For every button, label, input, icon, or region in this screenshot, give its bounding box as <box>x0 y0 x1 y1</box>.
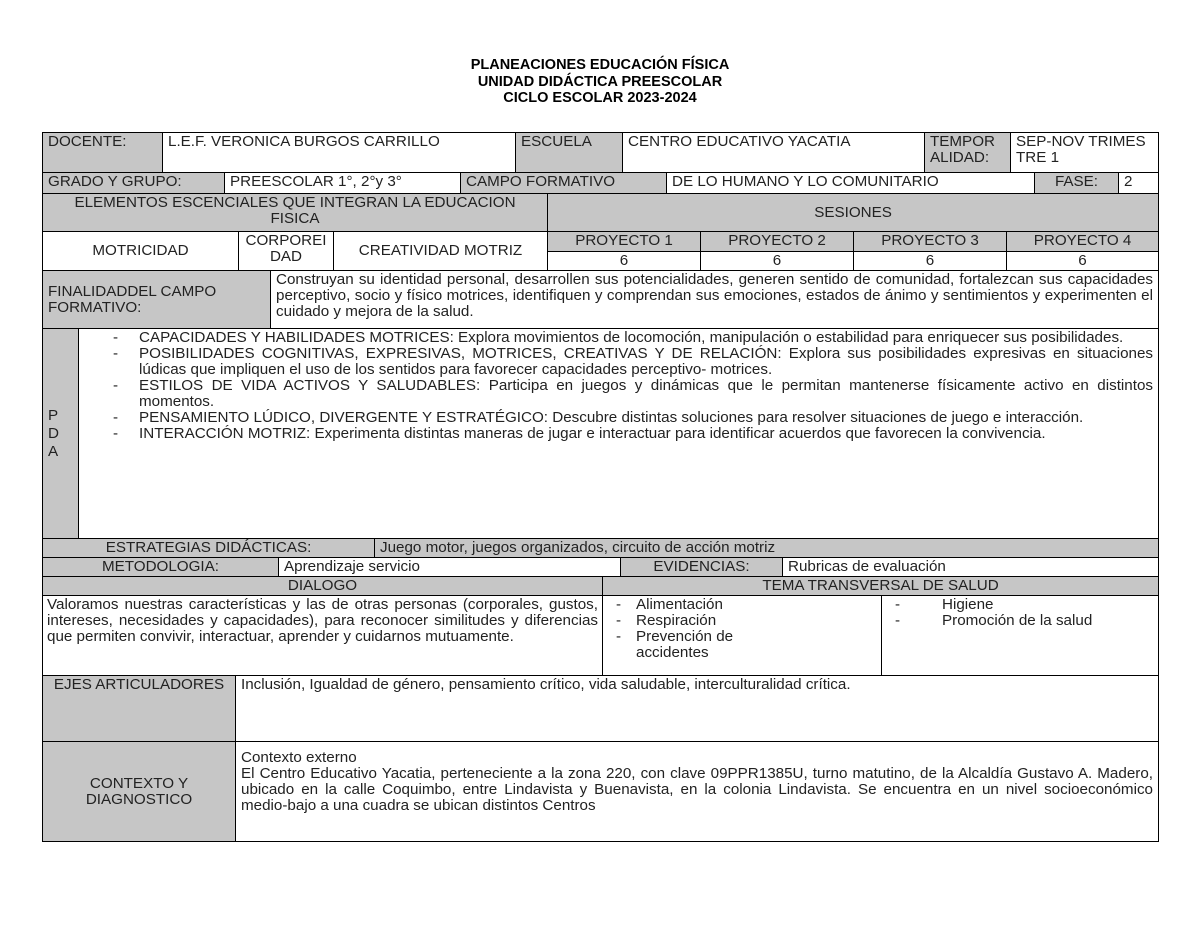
fase-label: FASE: <box>1035 173 1119 194</box>
tema-item: - Higiene <box>887 597 1153 613</box>
pda-label: P D A <box>43 329 79 539</box>
pda-list <box>79 330 1153 442</box>
metodologia-table <box>42 557 1159 577</box>
elementos-table <box>42 193 1159 271</box>
fase-value: 2 <box>1119 173 1159 194</box>
docente-label: DOCENTE: <box>43 133 163 173</box>
contexto-label <box>43 742 236 842</box>
elemento-creatividad-motriz: CREATIVIDAD MOTRIZ <box>334 232 548 271</box>
docente-value: L.E.F. VERONICA BURGOS CARRILLO <box>163 133 516 173</box>
pda-item: - PENSAMIENTO LÚDICO, DIVERGENTE Y ESTRATÉGICO: Descubre distintas soluciones para resolver situaciones de juego e interacción. <box>79 410 1153 426</box>
planning-document <box>42 132 1158 842</box>
contexto-content <box>236 742 1159 842</box>
campo-label: CAMPO FORMATIVO <box>461 173 667 194</box>
temporalidad-value: SEP-NOV TRIMESTRE 1 <box>1011 133 1159 173</box>
finalidad-label: FINALIDADDEL CAMPO FORMATIVO: <box>43 271 271 329</box>
title-line-2: UNIDAD DIDÁCTICA PREESCOLAR <box>477 73 723 90</box>
grado-row-table <box>42 172 1159 194</box>
proyecto-2-label: PROYECTO 2 <box>701 232 854 252</box>
tema-item: - Prevención de accidentes <box>608 629 876 661</box>
tema-item: - Promoción de la salud <box>887 613 1153 629</box>
document-title <box>0 57 1200 107</box>
contexto-text: El Centro Educativo Yacatia, perteneciente a la zona 220, con clave 09PPR1385U, turno matutino, de la Alcaldía Gustavo A. Madero, ubicado en la calle Coquimbo, entre Lindavista y Buenavista, en la colonia Lindavista. Se encuentra en un nivel socioeconómico medio-bajo a una cuadra se ubican distintos Centros <box>241 765 1153 814</box>
tema-column-1 <box>603 596 882 676</box>
campo-value: DE LO HUMANO Y LO COMUNITARIO <box>667 173 1035 194</box>
proyecto-1-sessions: 6 <box>548 252 701 271</box>
title-line-3: CICLO ESCOLAR 2023-2024 <box>503 90 697 106</box>
elemento-corporeidad: CORPOREIDAD <box>239 232 334 271</box>
estrategias-label: ESTRATEGIAS DIDÁCTICAS: <box>43 539 375 558</box>
proyecto-1-label: PROYECTO 1 <box>548 232 701 252</box>
ejes-label: EJES ARTICULADORES <box>43 676 236 742</box>
pda-item: - CAPACIDADES Y HABILIDADES MOTRICES: Explora movimientos de locomoción, manipulación o estabilidad para enriquecer sus posibilidades. <box>79 330 1153 346</box>
proyecto-4-sessions: 6 <box>1007 252 1159 271</box>
tema-column-2 <box>882 596 1159 676</box>
evidencias-label: EVIDENCIAS: <box>621 558 783 577</box>
estrategias-table <box>42 538 1159 558</box>
metodologia-value: Aprendizaje servicio <box>279 558 621 577</box>
tema-item: - Alimentación <box>608 597 876 613</box>
escuela-label: ESCUELA <box>516 133 623 173</box>
contexto-label-line-2: DIAGNOSTICO <box>85 790 193 808</box>
grado-label: GRADO Y GRUPO: <box>43 173 225 194</box>
contexto-table <box>42 741 1159 842</box>
evidencias-value: Rubricas de evaluación <box>783 558 1159 577</box>
ejes-table <box>42 675 1159 742</box>
dialogo-header: DIALOGO <box>43 577 603 596</box>
elementos-header: ELEMENTOS ESCENCIALES QUE INTEGRAN LA EDUCACION FISICA <box>43 194 548 232</box>
proyecto-3-sessions: 6 <box>854 252 1007 271</box>
tema-list-1 <box>608 597 876 661</box>
proyecto-3-label: PROYECTO 3 <box>854 232 1007 252</box>
proyecto-2-sessions: 6 <box>701 252 854 271</box>
tema-header: TEMA TRANSVERSAL DE SALUD <box>603 577 1159 596</box>
finalidad-text: Construyan su identidad personal, desarrollen sus potencialidades, generen sentido de comunidad, fortalezcan sus capacidades perceptivo, socio y físico motrices, identifiquen y comprendan sus emociones, estados de ánimo y sentimientos y experimenten el cuidado y mejora de la salud. <box>271 271 1159 329</box>
docente-row-table <box>42 132 1159 173</box>
pda-content <box>79 329 1159 539</box>
dialogo-text: Valoramos nuestras características y las de otras personas (corporales, gustos, intereses, necesidades y capacidades), para reconocer similitudes y diferencias que permiten convivir, interactuar, aprender y cuidarnos mutuamente. <box>43 596 603 676</box>
sesiones-header: SESIONES <box>548 194 1159 232</box>
pda-table <box>42 328 1159 539</box>
tema-list-2 <box>887 597 1153 629</box>
dialogo-tema-table <box>42 576 1159 676</box>
ejes-text: Inclusión, Igualdad de género, pensamiento crítico, vida saludable, interculturalidad crítica. <box>236 676 1159 742</box>
temporalidad-label: TEMPORALIDAD: <box>925 133 1011 173</box>
tema-item: - Respiración <box>608 613 876 629</box>
proyecto-4-label: PROYECTO 4 <box>1007 232 1159 252</box>
metodologia-label: METODOLOGIA: <box>43 558 279 577</box>
contexto-subtitle: Contexto externo <box>241 749 357 766</box>
elemento-motricidad: MOTRICIDAD <box>43 232 239 271</box>
escuela-value: CENTRO EDUCATIVO YACATIA <box>623 133 925 173</box>
title-line-1: PLANEACIONES EDUCACIÓN FÍSICA <box>470 57 730 73</box>
pda-item: - POSIBILIDADES COGNITIVAS, EXPRESIVAS, MOTRICES, CREATIVAS Y DE RELACIÓN: Explora sus posibilidades expresivas en situaciones lúdicas que impliquen el uso de los sentidos para favorecer capacidades perceptivo- motrices. <box>79 346 1153 378</box>
contexto-label-line-1: CONTEXTO Y <box>89 774 189 792</box>
grado-value: PREESCOLAR 1°, 2°y 3° <box>225 173 461 194</box>
estrategias-value: Juego motor, juegos organizados, circuito de acción motriz <box>375 539 1159 558</box>
finalidad-table <box>42 270 1159 329</box>
pda-item: - INTERACCIÓN MOTRIZ: Experimenta distintas maneras de jugar e interactuar para identificar acuerdos que favorecen la convivencia. <box>79 426 1153 442</box>
pda-item: - ESTILOS DE VIDA ACTIVOS Y SALUDABLES: Participa en juegos y dinámicas que le permitan mantenerse físicamente activo en distintos momentos. <box>79 378 1153 410</box>
